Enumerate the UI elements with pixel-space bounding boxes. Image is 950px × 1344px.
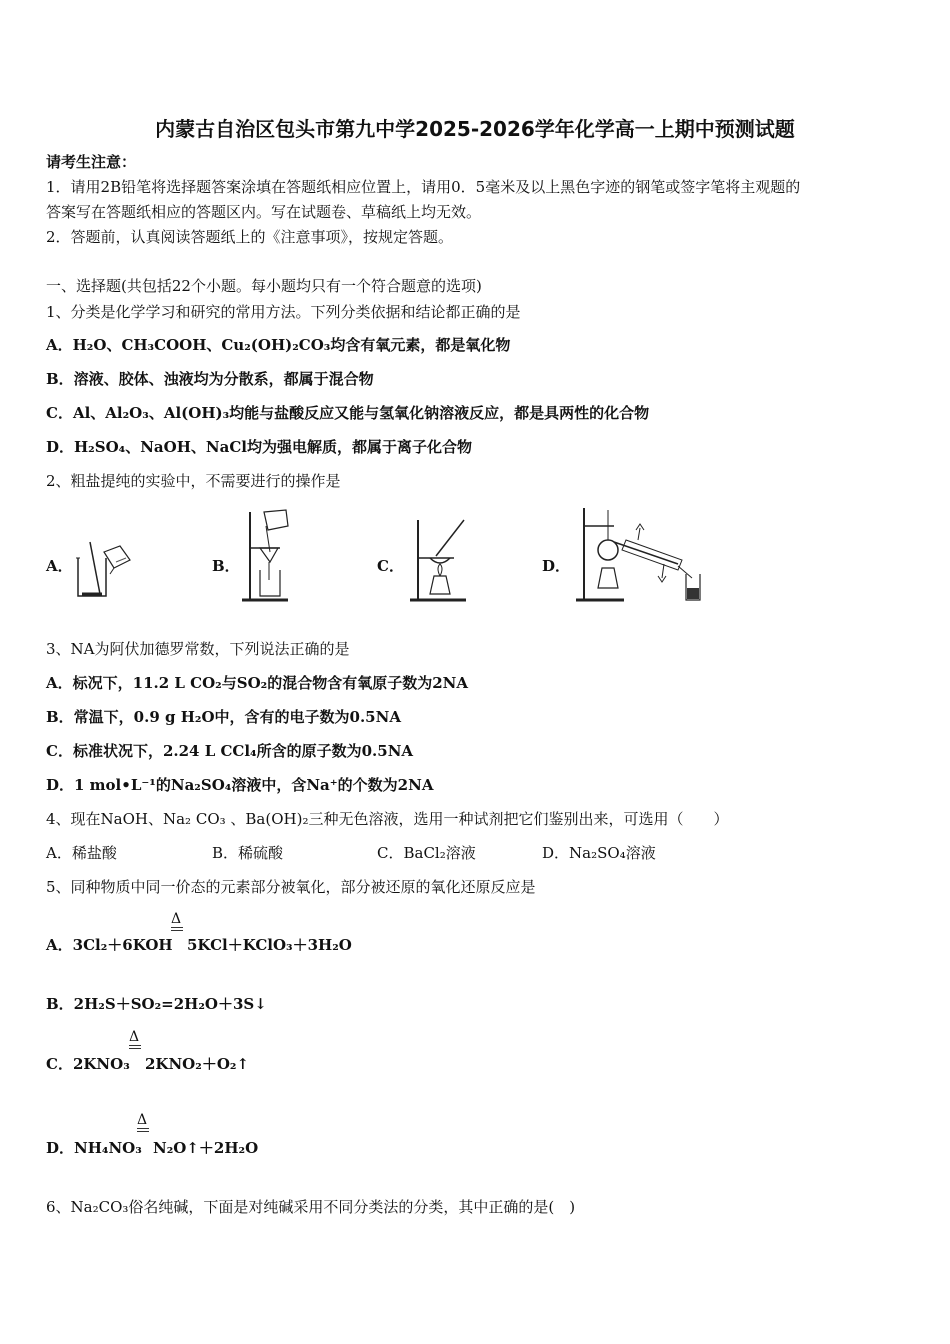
q1-option-b: B．溶液、胶体、浊液均为分散系，都属于混合物 (46, 370, 374, 388)
q5-option-c-left: C．2KNO₃ (46, 1055, 130, 1073)
q3-option-c: C．标准状况下，2.24 L CCl₄所含的原子数为0.5NA (46, 742, 414, 760)
q5-option-a-right: 5KCl＋KClO₃＋3H₂O (187, 936, 352, 954)
q2-option-d-label: D． (542, 557, 571, 575)
heat-symbol-a: Δ (171, 912, 183, 931)
page-title: 内蒙古自治区包头市第九中学2025-2026学年化学高一上期中预测试题 (155, 117, 795, 141)
notice-line-2: 2．答题前，认真阅读答题纸上的《注意事项》，按规定答题。 (46, 228, 454, 246)
q1-option-a: A．H₂O、CH₃COOH、Cu₂(OH)₂CO₃均含有氧元素，都是氧化物 (46, 336, 511, 354)
q3-stem: 3、NA为阿伏加德罗常数，下列说法正确的是 (46, 640, 350, 658)
q5-option-a-left: A．3Cl₂＋6KOH (46, 936, 173, 954)
notice-heading: 请考生注意： (46, 153, 137, 171)
q4-option-d: D．Na₂SO₄溶液 (542, 844, 656, 862)
q3-option-d: D．1 mol•L⁻¹的Na₂SO₄溶液中，含Na⁺的个数为2NA (46, 776, 434, 794)
q5-option-c-right: 2KNO₂＋O₂↑ (145, 1055, 250, 1073)
q4-option-a: A．稀盐酸 (46, 844, 117, 862)
distillation-apparatus-icon (574, 504, 706, 604)
q5-option-b: B．2H₂S＋SO₂=2H₂O＋3S↓ (46, 995, 267, 1013)
q4-option-c: C．BaCl₂溶液 (377, 844, 476, 862)
q2-option-c-label: C． (377, 557, 404, 575)
q5-stem: 5、同种物质中同一价态的元素部分被氧化，部分被还原的氧化还原反应是 (46, 878, 536, 896)
q6-stem: 6、Na₂CO₃俗名纯碱，下面是对纯碱采用不同分类法的分类，其中正确的是( ) (46, 1198, 576, 1216)
q1-option-d: D．H₂SO₄、NaOH、NaCl均为强电解质，都属于离子化合物 (46, 438, 472, 456)
q1-option-c: C．Al、Al₂O₃、Al(OH)₃均能与盐酸反应又能与氢氧化钠溶液反应，都是具两性的化合物 (46, 404, 650, 422)
q1-stem: 1、分类是化学学习和研究的常用方法。下列分类依据和结论都正确的是 (46, 303, 521, 321)
q5-option-d-left: D．NH₄NO₃ (46, 1139, 142, 1157)
q3-option-a: A．标况下，11.2 L CO₂与SO₂的混合物含有氧原子数为2NA (46, 674, 468, 692)
notice-line-1b: 答案写在答题纸相应的答题区内。写在试题卷、草稿纸上均无效。 (46, 203, 482, 221)
heat-symbol-d: Δ (137, 1113, 149, 1132)
q4-option-b: B．稀硫酸 (212, 844, 284, 862)
q3-option-b: B．常温下，0.9 g H₂O中，含有的电子数为0.5NA (46, 708, 401, 726)
q4-stem: 4、现在NaOH、Na₂ CO₃ 、Ba(OH)₂三种无色溶液，选用一种试剂把它们鉴别出来，可选用（ ） (46, 810, 729, 828)
heat-symbol-c: Δ (129, 1030, 141, 1049)
filtration-apparatus-icon (240, 508, 296, 604)
section-heading: 一、选择题(共包括22个小题。每小题均只有一个符合题意的选项) (46, 277, 482, 295)
evaporation-apparatus-icon (406, 514, 476, 604)
q2-option-a-label: A． (46, 557, 73, 575)
q5-option-d-right: N₂O↑＋2H₂O (153, 1139, 259, 1157)
beaker-stirring-icon (70, 538, 134, 602)
notice-line-1a: 1．请用2B铅笔将选择题答案涂填在答题纸相应位置上，请用0．5毫米及以上黑色字迹的钢笔或签字笔将主观题的 (46, 178, 801, 196)
q2-stem: 2、粗盐提纯的实验中，不需要进行的操作是 (46, 472, 341, 490)
q2-option-b-label: B． (212, 557, 240, 575)
